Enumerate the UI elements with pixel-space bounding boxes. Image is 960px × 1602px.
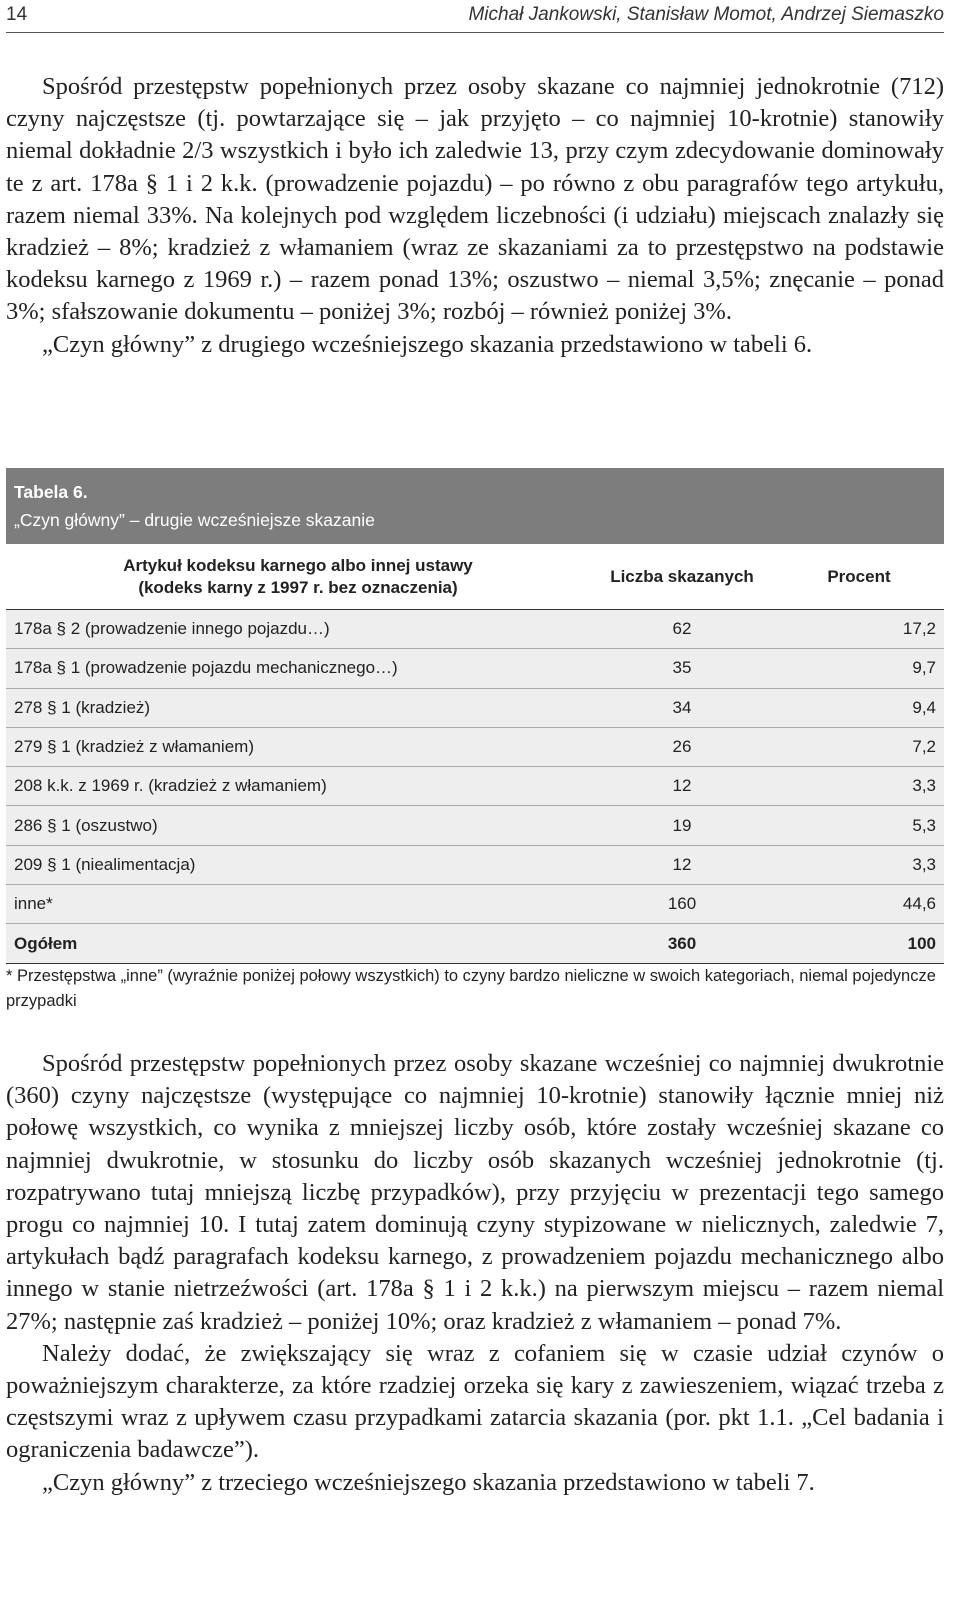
cell-article: 178a § 2 (prowadzenie innego pojazdu…) <box>6 610 590 649</box>
table-label: Tabela 6. <box>14 482 88 502</box>
cell-count: 26 <box>590 727 774 766</box>
cell-article: 278 § 1 (kradzież) <box>6 688 590 727</box>
cell-count: 35 <box>590 649 774 688</box>
body-text-top <box>6 71 944 361</box>
cell-percent: 17,2 <box>774 610 944 649</box>
cell-percent: 7,2 <box>774 727 944 766</box>
body-text-bottom <box>6 1048 944 1499</box>
running-header <box>6 0 944 33</box>
paragraph: Spośród przestępstw popełnionych przez osoby skazane co najmniej jednokrotnie (712) czyny najczęstsze (tj. powtarzające się – jak przyjęto – co najmniej 10-krotnie) stanowiły niemal dokładnie 2/3 wszystkich i było ich zaledwie 13, przy czym zdecydowanie dominowały te z art. 178a § 1 i 2 k.k. (prowadzenie pojazdu) – po równo z obu paragrafów tego artykułu, razem niemal 33%. Na kolejnych pod względem liczebności (i udziału) miejscach znalazły się kradzież – 8%; kradzież z włamaniem (wraz ze skazaniami za to przestępstwo na podstawie kodeksu karnego z 1969 r.) – razem ponad 13%; oszustwo – niemal 3,5%; znęcanie – ponad 3%; sfałszowanie dokumentu – poniżej 3%; rozbój – również poniżej 3%. <box>6 73 944 326</box>
cell-article: 286 § 1 (oszustwo) <box>6 806 590 845</box>
table-row <box>6 845 944 884</box>
page-number: 14 <box>6 4 28 25</box>
cell-percent: 9,7 <box>774 649 944 688</box>
column-header-percent: Procent <box>774 545 944 610</box>
table-header-row <box>6 545 944 610</box>
cell-count: 160 <box>590 885 774 924</box>
cell-count: 12 <box>590 845 774 884</box>
cell-article: Ogółem <box>6 924 590 963</box>
cell-article: 178a § 1 (prowadzenie pojazdu mechanicznego…) <box>6 649 590 688</box>
table-row <box>6 727 944 766</box>
column-header-count: Liczba skazanych <box>590 545 774 610</box>
cell-count: 34 <box>590 688 774 727</box>
cell-count: 62 <box>590 610 774 649</box>
running-header-authors: Michał Jankowski, Stanisław Momot, Andrzej Siemaszko <box>468 4 944 25</box>
cell-percent: 44,6 <box>774 885 944 924</box>
table-row <box>6 688 944 727</box>
cell-percent: 3,3 <box>774 767 944 806</box>
cell-percent: 3,3 <box>774 845 944 884</box>
cell-percent: 100 <box>774 924 944 963</box>
cell-article: 279 § 1 (kradzież z włamaniem) <box>6 727 590 766</box>
cell-count: 19 <box>590 806 774 845</box>
paragraph: Spośród przestępstw popełnionych przez osoby skazane wcześniej co najmniej dwukrotnie (360) czyny najczęstsze (występujące co najmniej 10-krotnie) stanowiły łącznie mniej niż połowę wszystkich, co wynika z mniejszej liczby osób, które zostały wcześniej skazane co najmniej dwukrotnie, w stosunku do liczby osób skazanych wcześniej jednokrotnie (tj. rozpatrywano tutaj mniejszą liczbę przypadków), przy przyjęciu w prezentacji tego samego progu co najmniej 10. I tutaj zatem dominują czyny stypizowane w nielicznych, zaledwie 7, artykułach bądź paragrafach kodeksu karnego, z prowadzeniem pojazdu mechanicznego albo innego w stanie nietrzeźwości (art. 178a § 1 i 2 k.k.) na pierwszym miejscu – razem niemal 27%; następnie zaś kradzież – poniżej 10%; oraz kradzież z włamaniem – ponad 7%. <box>6 1050 944 1335</box>
cell-count: 12 <box>590 767 774 806</box>
data-table <box>6 545 944 964</box>
column-header-article: Artykuł kodeksu karnego albo innej ustawy (kodeks karny z 1997 r. bez oznaczenia) <box>6 545 590 610</box>
table-row <box>6 649 944 688</box>
table-row <box>6 610 944 649</box>
cell-article: inne* <box>6 885 590 924</box>
paragraph: „Czyn główny” z trzeciego wcześniejszego skazania przedstawiono w tabeli 7. <box>42 1468 815 1496</box>
cell-count: 360 <box>590 924 774 963</box>
cell-article: 209 § 1 (niealimentacja) <box>6 845 590 884</box>
paragraph: „Czyn główny” z drugiego wcześniejszego skazania przedstawiono w tabeli 6. <box>42 330 813 358</box>
table-caption <box>6 468 944 544</box>
paragraph: Należy dodać, że zwiększający się wraz z cofaniem się w czasie udział czynów o poważniejszym charakterze, za które rzadziej orzeka się kary z zawieszeniem, wiązać trzeba z częstszymi wraz z upływem czasu przypadkami zatarcia skazania (por. pkt 1.1. „Cel badania i ograniczenia badawcze”). <box>6 1339 944 1464</box>
table-row <box>6 885 944 924</box>
table-title: „Czyn główny” – drugie wcześniejsze skazanie <box>14 510 375 530</box>
table-total-row <box>6 924 944 963</box>
table-row <box>6 767 944 806</box>
cell-percent: 9,4 <box>774 688 944 727</box>
table-footnote: * Przestępstwa „inne” (wyraźnie poniżej połowy wszystkich) to czyny bardzo nieliczne w swoich kategoriach, niemal pojedyncze przypadki <box>6 967 936 1010</box>
cell-article: 208 k.k. z 1969 r. (kradzież z włamaniem) <box>6 767 590 806</box>
cell-percent: 5,3 <box>774 806 944 845</box>
table-row <box>6 806 944 845</box>
